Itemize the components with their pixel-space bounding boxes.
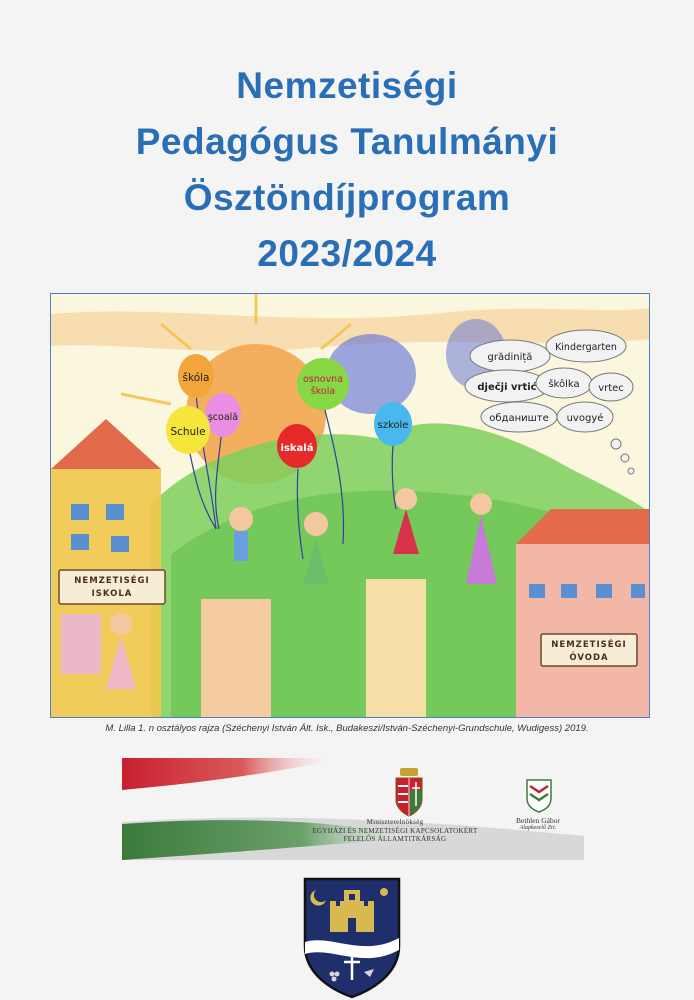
cloud-word: vrtec — [598, 383, 624, 394]
balloon-label: iskalá — [280, 443, 314, 454]
kindergarten-sign-line2: ÓVODA — [569, 653, 609, 663]
drawing-illustration — [51, 294, 650, 718]
balloon-szkole — [374, 402, 412, 446]
ministry-line-2: EGYHÁZI ÉS NEMZETISÉGI KAPCSOLATOKÉRT — [312, 826, 478, 835]
bethlen-name: Bethlen Gábor — [516, 816, 560, 825]
title-line-2: Pedagógus Tanulmányi — [135, 121, 559, 162]
school-sign-line2: ISKOLA — [91, 589, 133, 599]
school-sign-line1: NEMZETISÉGI — [74, 576, 150, 586]
balloon-skola — [178, 354, 214, 398]
cloud-word: škôlka — [548, 379, 580, 390]
bethlen-gabor-logo-icon — [527, 780, 551, 812]
ministry-line-1: Miniszterelnökség — [366, 818, 424, 826]
balloon-label: škóla — [182, 372, 210, 384]
kindergarten-sign-line1: NEMZETISÉGI — [551, 640, 627, 650]
cloud-word: grădiniță — [487, 352, 533, 363]
balloon-schule — [166, 406, 210, 454]
hungarian-coat-of-arms-icon — [396, 768, 422, 816]
balloon-iskala — [277, 424, 317, 468]
balloon-label: škola — [310, 386, 336, 397]
child-drawing — [50, 293, 650, 718]
page-title — [0, 58, 694, 282]
tricolor-banner — [122, 758, 584, 860]
balloon-label: Schule — [170, 426, 206, 438]
balloon-osnovna — [297, 358, 349, 410]
title-line-3: Ösztöndíjprogram — [183, 177, 511, 218]
balloon-scoala — [205, 393, 241, 437]
balloon-label: szkole — [377, 420, 409, 431]
cloud-word: uvogyé — [566, 413, 604, 424]
balloon-label: școală — [207, 412, 239, 423]
school-crest-icon — [302, 876, 402, 1000]
title-line-1: Nemzetiségi — [236, 65, 458, 106]
bethlen-gabor-text — [508, 816, 568, 831]
cloud-word: dječji vrtić — [477, 382, 537, 393]
drawing-caption: M. Lilla 1. n osztályos rajza (Széchenyi István Ált. Isk., Budakeszi/István-Széchenyi-Grundschule, Wudigess) 2019. — [105, 723, 589, 734]
title-line-4: 2023/2024 — [257, 233, 437, 274]
cloud-word: обданиште — [489, 413, 549, 424]
ministry-text — [295, 818, 495, 844]
balloon-label: osnovna — [302, 374, 344, 385]
ministry-line-3: FELELŐS ÁLLAMTITKÁRSÁG — [343, 835, 447, 843]
cloud-word: Kindergarten — [555, 342, 617, 353]
bethlen-sub: Alapkezelő Zrt. — [519, 825, 557, 831]
